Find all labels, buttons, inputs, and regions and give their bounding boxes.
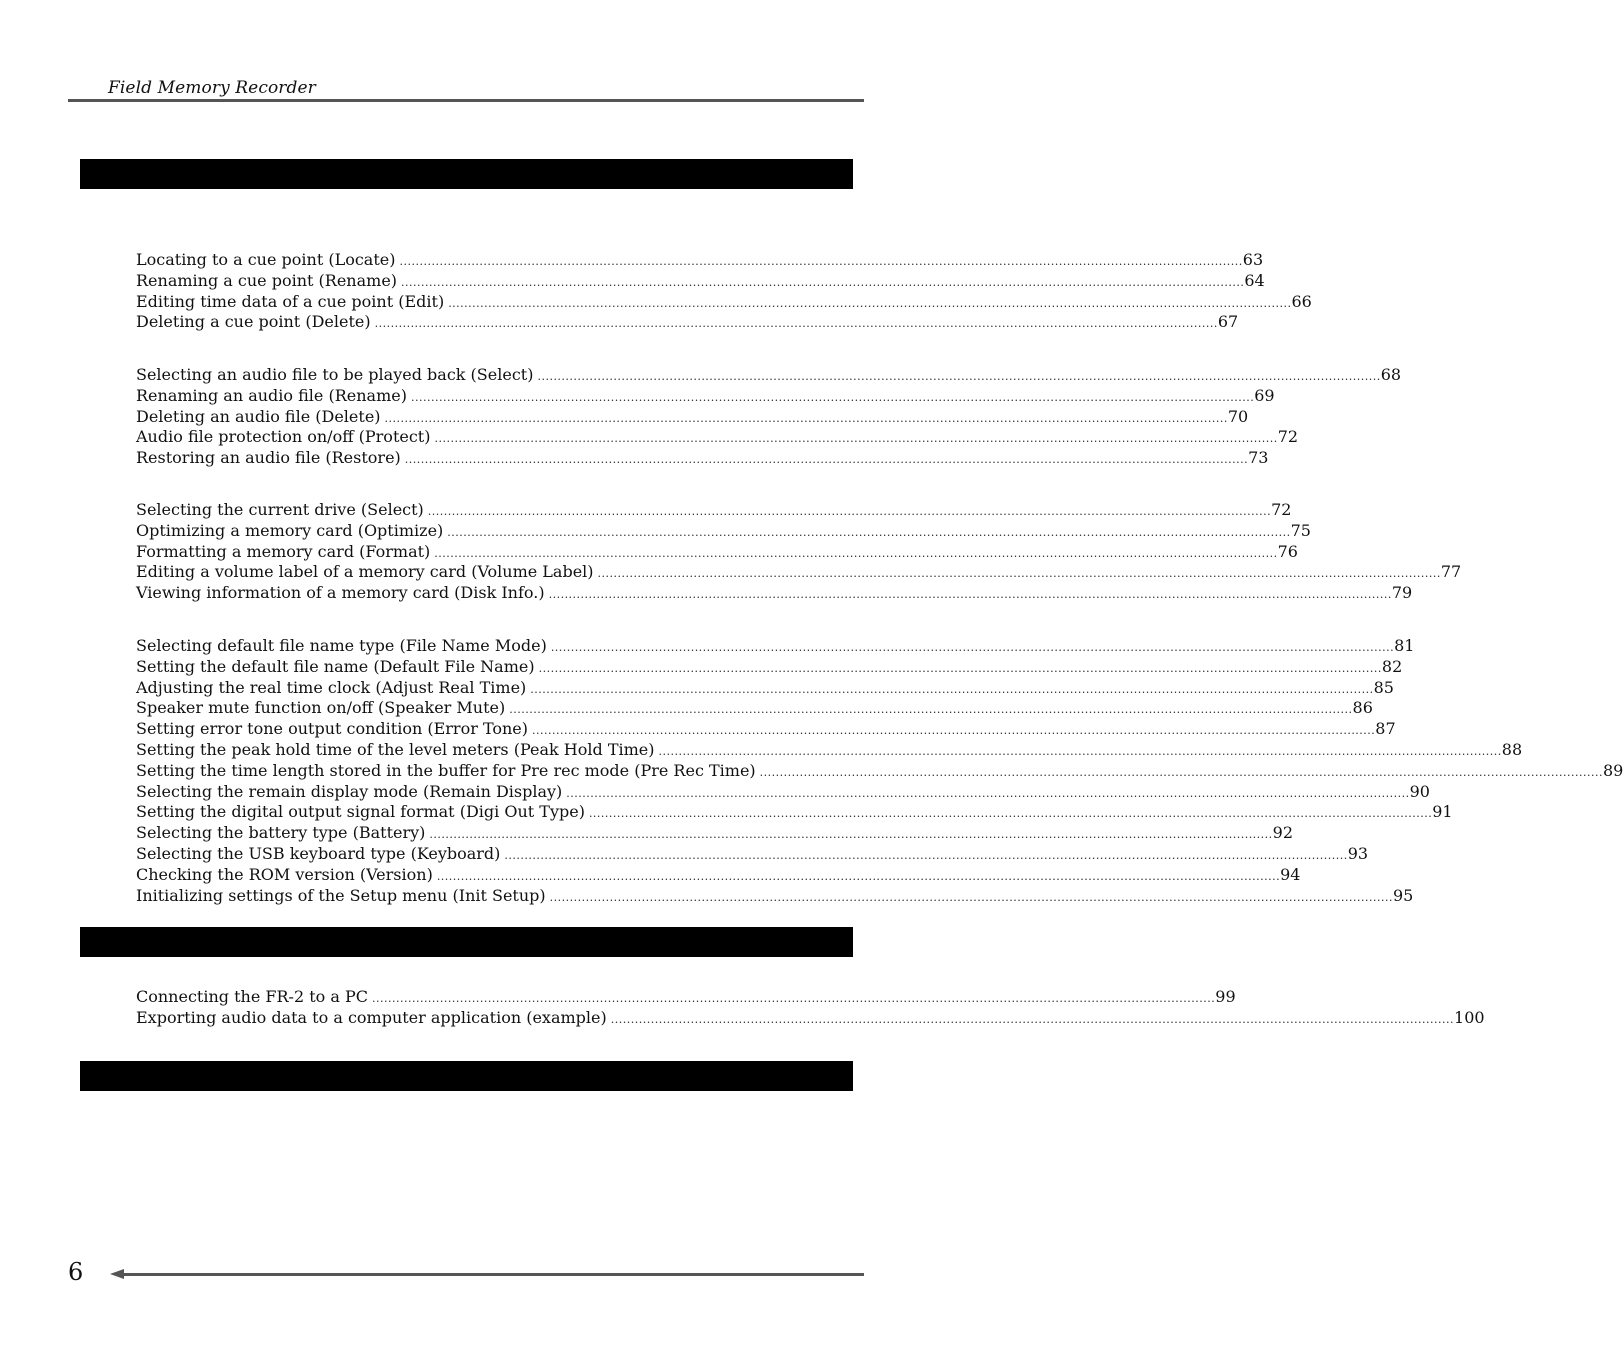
toc-entry[interactable] bbox=[136, 448, 1269, 469]
toc-entry-label: Exporting audio data to a computer application (example) bbox=[136, 1007, 607, 1027]
toc-dot-leader: ................................................................................................................................................................................................................... bbox=[434, 546, 1278, 560]
toc-dot-leader: ................................................................................................................................................................................................................... bbox=[401, 275, 1245, 289]
toc-entry[interactable] bbox=[136, 760, 1623, 782]
toc-entry-page: 90 bbox=[1409, 781, 1430, 801]
toc-entry[interactable] bbox=[136, 365, 1402, 386]
toc-entry-label: Speaker mute function on/off (Speaker Mute) bbox=[136, 698, 506, 718]
toc-entry[interactable] bbox=[136, 698, 1373, 719]
toc-entry[interactable] bbox=[136, 739, 1523, 761]
toc-entry-label: Setting error tone output condition (Error Tone) bbox=[136, 719, 529, 739]
toc-entry-page: 89 bbox=[1602, 760, 1623, 780]
toc-dot-leader: ................................................................................................................................................................................................................... bbox=[399, 255, 1243, 268]
footer-rule bbox=[122, 1273, 864, 1276]
toc-entry[interactable] bbox=[136, 385, 1275, 407]
toc-dot-leader: ................................................................................................................................................................................................................... bbox=[374, 317, 1218, 331]
toc-dot-leader: ................................................................................................................................................................................................................... bbox=[537, 370, 1381, 383]
toc-entry[interactable] bbox=[136, 1007, 1485, 1029]
toc-entry-page: 88 bbox=[1501, 739, 1523, 759]
section-bar-1 bbox=[80, 159, 853, 189]
toc-entry-label: Renaming a cue point (Rename) bbox=[136, 270, 398, 290]
toc-entry[interactable] bbox=[136, 864, 1301, 886]
toc-entry-label: Adjusting the real time clock (Adjust Real Time) bbox=[136, 677, 527, 697]
toc-entry-page: 85 bbox=[1373, 677, 1394, 697]
toc-entry[interactable] bbox=[136, 677, 1394, 699]
toc-entry[interactable] bbox=[136, 250, 1264, 271]
toc-entry[interactable] bbox=[136, 823, 1294, 844]
toc-entry[interactable] bbox=[136, 843, 1369, 865]
toc-entry-page: 94 bbox=[1280, 864, 1301, 884]
toc-entry[interactable] bbox=[136, 500, 1292, 521]
header-rule bbox=[68, 99, 864, 102]
toc-dot-leader: ................................................................................................................................................................................................................... bbox=[427, 505, 1272, 518]
toc-entry-page: 64 bbox=[1244, 270, 1265, 290]
toc-dot-leader: ................................................................................................................................................................................................................... bbox=[549, 890, 1393, 904]
toc-entry-label: Selecting an audio file to be played back (Select) bbox=[136, 365, 534, 384]
toc-entry[interactable] bbox=[136, 885, 1414, 907]
toc-entry-page: 73 bbox=[1248, 448, 1269, 468]
toc-dot-leader: ................................................................................................................................................................................................................... bbox=[588, 807, 1433, 821]
toc-dot-leader: ................................................................................................................................................................................................................... bbox=[566, 786, 1410, 800]
toc-entry-label: Audio file protection on/off (Protect) bbox=[136, 427, 431, 447]
toc-group-memory-card bbox=[136, 500, 1462, 604]
toc-entry-label: Restoring an audio file (Restore) bbox=[136, 448, 401, 468]
toc-entry[interactable] bbox=[136, 406, 1249, 428]
toc-entry-label: Connecting the FR-2 to a PC bbox=[136, 987, 368, 1006]
toc-dot-leader: ................................................................................................................................................................................................................... bbox=[436, 869, 1281, 883]
toc-group-pc-connection bbox=[136, 987, 1485, 1029]
toc-entry-label: Renaming an audio file (Rename) bbox=[136, 385, 407, 405]
toc-entry-label: Initializing settings of the Setup menu (Init Setup) bbox=[136, 885, 546, 905]
toc-dot-leader: ................................................................................................................................................................................................................... bbox=[610, 1012, 1455, 1026]
toc-dot-leader: ................................................................................................................................................................................................................... bbox=[509, 703, 1353, 717]
toc-entry-label: Checking the ROM version (Version) bbox=[136, 864, 433, 884]
toc-group-cue-points bbox=[136, 250, 1312, 333]
page-number: 6 bbox=[68, 1258, 84, 1286]
toc-entry[interactable] bbox=[136, 312, 1239, 333]
toc-entry-page: 87 bbox=[1375, 719, 1396, 739]
toc-dot-leader: ................................................................................................................................................................................................................... bbox=[404, 453, 1249, 467]
toc-dot-leader: ................................................................................................................................................................................................................... bbox=[384, 411, 1228, 425]
toc-entry-label: Deleting a cue point (Delete) bbox=[136, 312, 371, 332]
toc-entry-page: 82 bbox=[1381, 656, 1403, 676]
toc-dot-leader: ................................................................................................................................................................................................................... bbox=[550, 641, 1395, 654]
toc-entry-page: 93 bbox=[1347, 843, 1369, 863]
toc-entry-label: Optimizing a memory card (Optimize) bbox=[136, 520, 444, 540]
toc-dot-leader: ................................................................................................................................................................................................................... bbox=[658, 744, 1502, 758]
toc-dot-leader: ................................................................................................................................................................................................................... bbox=[532, 724, 1376, 738]
toc-entry[interactable] bbox=[136, 291, 1312, 313]
toc-entry-page: 91 bbox=[1432, 802, 1453, 822]
toc-entry-page: 81 bbox=[1394, 636, 1415, 655]
toc-entry[interactable] bbox=[136, 270, 1265, 292]
toc-entry-label: Editing a volume label of a memory card (Volume Label) bbox=[136, 562, 594, 582]
toc-entry[interactable] bbox=[136, 719, 1396, 740]
toc-entry[interactable] bbox=[136, 520, 1311, 542]
toc-dot-leader: ................................................................................................................................................................................................................... bbox=[371, 992, 1216, 1005]
toc-entry-label: Deleting an audio file (Delete) bbox=[136, 406, 381, 426]
toc-entry[interactable] bbox=[136, 802, 1453, 823]
toc-entry[interactable] bbox=[136, 541, 1298, 563]
section-bar-3 bbox=[80, 1061, 853, 1091]
toc-entry[interactable] bbox=[136, 987, 1236, 1008]
toc-dot-leader: ................................................................................................................................................................................................................... bbox=[447, 525, 1291, 539]
toc-dot-leader: ................................................................................................................................................................................................................... bbox=[410, 390, 1255, 404]
toc-entry-page: 75 bbox=[1290, 520, 1311, 540]
toc-entry-page: 68 bbox=[1380, 365, 1402, 384]
toc-entry-page: 95 bbox=[1392, 885, 1414, 905]
toc-entry-label: Setting the peak hold time of the level meters (Peak Hold Time) bbox=[136, 739, 655, 759]
toc-entry-page: 76 bbox=[1277, 541, 1298, 561]
toc-entry-label: Setting the default file name (Default File Name) bbox=[136, 656, 535, 676]
toc-entry-page: 100 bbox=[1454, 1007, 1485, 1027]
toc-dot-leader: ................................................................................................................................................................................................................... bbox=[429, 828, 1273, 842]
toc-entry-page: 99 bbox=[1215, 987, 1236, 1006]
toc-entry-page: 70 bbox=[1227, 406, 1249, 426]
toc-entry[interactable] bbox=[136, 562, 1462, 583]
toc-dot-leader: ................................................................................................................................................................................................................... bbox=[538, 661, 1382, 675]
toc-entry[interactable] bbox=[136, 656, 1403, 678]
toc-entry-label: Selecting default file name type (File Name Mode) bbox=[136, 636, 547, 655]
toc-entry-label: Selecting the current drive (Select) bbox=[136, 500, 424, 519]
toc-group-setup-menu bbox=[136, 636, 1623, 906]
toc-entry-label: Locating to a cue point (Locate) bbox=[136, 250, 396, 269]
toc-entry-page: 63 bbox=[1242, 250, 1264, 269]
toc-entry-label: Selecting the remain display mode (Remain Display) bbox=[136, 781, 563, 801]
toc-entry-page: 79 bbox=[1391, 583, 1413, 603]
section-bar-2 bbox=[80, 927, 853, 957]
toc-entry-label: Formatting a memory card (Format) bbox=[136, 541, 431, 561]
toc-entry-label: Setting the digital output signal format (Digi Out Type) bbox=[136, 802, 585, 822]
toc-entry[interactable] bbox=[136, 781, 1430, 803]
toc-entry-page: 67 bbox=[1217, 312, 1239, 332]
toc-dot-leader: ................................................................................................................................................................................................................... bbox=[530, 682, 1374, 696]
toc-dot-leader: ................................................................................................................................................................................................................... bbox=[759, 765, 1603, 779]
toc-entry-page: 72 bbox=[1271, 500, 1292, 519]
toc-dot-leader: ................................................................................................................................................................................................................... bbox=[597, 567, 1441, 581]
toc-entry-label: Selecting the battery type (Battery) bbox=[136, 823, 426, 843]
toc-entry-page: 72 bbox=[1277, 427, 1299, 447]
toc-entry[interactable] bbox=[136, 427, 1299, 448]
toc-entry-page: 86 bbox=[1352, 698, 1373, 718]
toc-entry-page: 66 bbox=[1291, 291, 1312, 311]
toc-dot-leader: ................................................................................................................................................................................................................... bbox=[504, 848, 1348, 862]
toc-dot-leader: ................................................................................................................................................................................................................... bbox=[448, 296, 1292, 310]
toc-entry-label: Setting the time length stored in the buffer for Pre rec mode (Pre Rec Time) bbox=[136, 760, 756, 780]
toc-entry-page: 69 bbox=[1254, 385, 1275, 405]
toc-entry-label: Selecting the USB keyboard type (Keyboard) bbox=[136, 843, 501, 863]
toc-entry-page: 77 bbox=[1440, 562, 1462, 582]
toc-entry-page: 92 bbox=[1272, 823, 1294, 843]
toc-entry-label: Viewing information of a memory card (Disk Info.) bbox=[136, 583, 545, 603]
toc-dot-leader: ................................................................................................................................................................................................................... bbox=[548, 588, 1392, 602]
toc-dot-leader: ................................................................................................................................................................................................................... bbox=[434, 432, 1278, 446]
toc-entry[interactable] bbox=[136, 636, 1415, 657]
toc-entry-label: Editing time data of a cue point (Edit) bbox=[136, 291, 445, 311]
toc-entry[interactable] bbox=[136, 583, 1413, 604]
running-header-title: Field Memory Recorder bbox=[108, 78, 316, 98]
toc-group-audio-files bbox=[136, 365, 1402, 469]
